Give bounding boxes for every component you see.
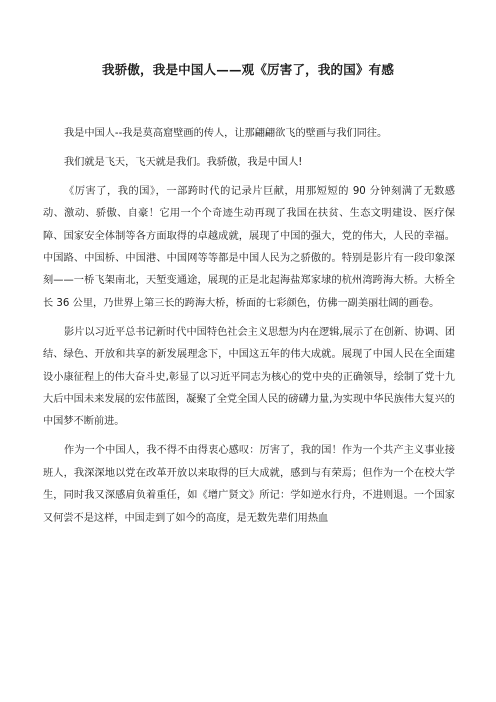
- document-title: 我骄傲，我是中国人——观《厉害了，我的国》有感: [101, 62, 395, 77]
- paragraph: 我是中国人--我是莫高窟壁画的传人，让那翩翩欲飞的壁画与我们同往。: [64, 128, 388, 139]
- paragraph: 作为一个中国人，我不得不由得衷心感叹：厉害了，我的国！作为一个共产主义事业接班人，我深深地以党在改革开放以来取得的巨大成就，感到与有荣焉；但作为一个在校大学生，同时我又深感肩负着重任，如《增广贤文》所记：学如逆水行舟，不进则退。一个国家又何尝不是这样，中国走到了如今的高度，是无数先辈们用热血: [43, 445, 455, 524]
- paragraph: 我们就是飞天，飞天就是我们。我骄傲，我是中国人!: [64, 156, 303, 168]
- document-body: [43, 123, 455, 536]
- paragraph: 影片以习近平总书记新时代中国特色社会主义思想为内在逻辑,展示了在创新、协调、团结、绿色、开放和共享的新发展理念下，中国这五年的伟大成就。展现了中国人民在全面建设小康征程上的伟大奋斗史,彰显了以习近平同志为核心的党中央的正确领导，绘制了党十九大后中国未来发展的宏伟蓝图，凝聚了全党全国人民的磅礴力量,为实现中华民族伟大复兴的中国梦不断前进。: [43, 326, 455, 428]
- paragraph: 《厉害了，我的国》，一部跨时代的记录片巨献，用那短短的 90 分钟刻满了无数感动、激动、骄傲、自豪！它用一个个奇迹生动再现了我国在扶贫、生态文明建设、医疗保障、国家安全体制等各方面取得的卓越成就，展现了中国的强大，党的伟大，人民的幸福。中国路、中国桥、中国港、中国网等等都是中国人民为之骄傲的。特别是影片有一段印象深刻——一桥飞架南北，天堑变通途，展现的正是北起海盐郑家埭的杭州湾跨海大桥。大桥全长 36 公里，乃世界上第三长的跨海大桥，桥面的七彩颜色，仿佛一副美丽壮阔的画卷。: [43, 185, 455, 309]
